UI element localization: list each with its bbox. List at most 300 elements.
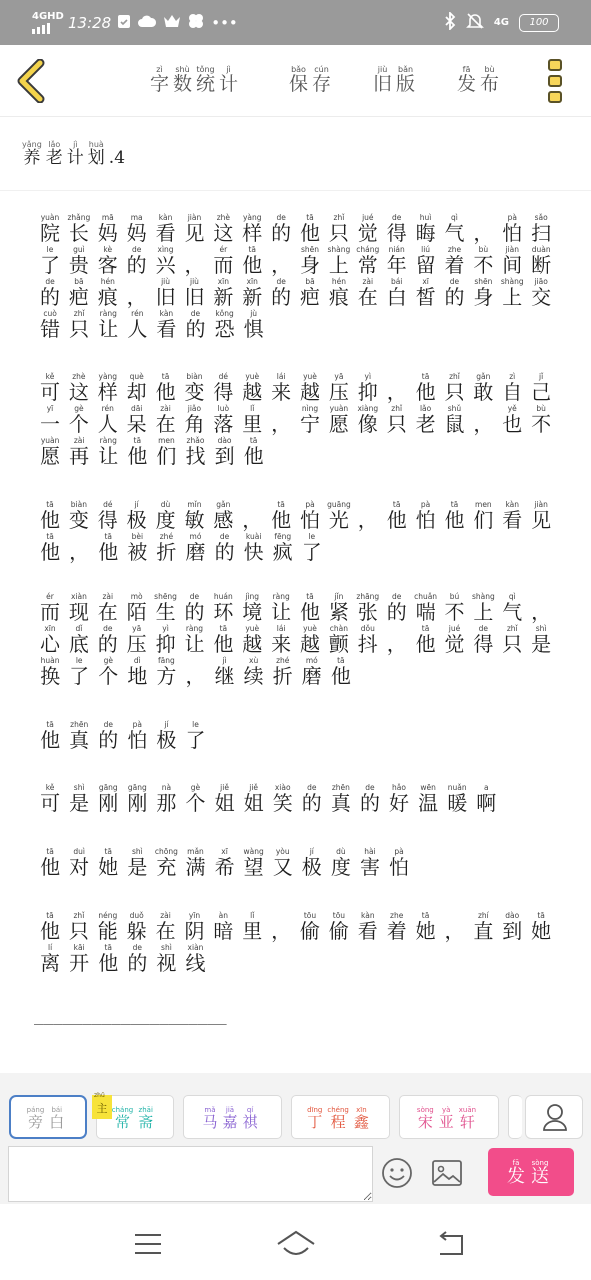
ruby-char — [96, 847, 120, 879]
hanzi: 痕 — [328, 285, 349, 309]
pinyin: yuè — [245, 372, 260, 381]
image-button[interactable] — [430, 1157, 464, 1189]
ruby-char — [529, 213, 553, 245]
pinyin: shàng — [500, 277, 524, 286]
hanzi: 真 — [69, 728, 90, 752]
hanzi: 得 — [473, 632, 494, 656]
hanzi: ， — [386, 632, 407, 656]
pinyin: de — [103, 720, 113, 729]
hanzi: 环 — [213, 600, 234, 624]
pinyin: kàn — [505, 500, 520, 509]
hanzi: 抑 — [357, 380, 378, 404]
pinyin: yīn — [188, 911, 201, 920]
hanzi: 望 — [243, 855, 264, 879]
ruby-char — [96, 532, 120, 564]
hanzi: 祺 — [242, 1112, 258, 1131]
ruby-char — [396, 65, 415, 94]
hanzi: 又 — [272, 855, 293, 879]
bluetooth-icon — [444, 12, 456, 34]
ruby-char — [500, 500, 524, 532]
pinyin: yuè — [245, 624, 260, 633]
pinyin: yì — [364, 372, 372, 381]
hanzi: 身 — [300, 253, 321, 277]
ruby-char — [271, 656, 295, 688]
pinyin: shǔ — [447, 404, 462, 413]
pinyin: jǐn — [334, 592, 344, 601]
pinyin: xiàn — [70, 592, 87, 601]
ruby-char — [271, 847, 295, 879]
hanzi: 极 — [301, 855, 322, 879]
ruby-char — [300, 847, 324, 879]
pinyin: bù — [484, 65, 495, 74]
ruby-char — [182, 500, 206, 532]
pinyin: rén — [101, 404, 114, 413]
ruby-char — [327, 911, 351, 943]
pinyin: zhí — [477, 911, 489, 920]
ruby-char — [96, 943, 120, 975]
ruby-char — [500, 277, 524, 309]
nav-menu-button[interactable] — [132, 1230, 164, 1258]
hanzi: 院 — [40, 221, 60, 245]
chip-overflow[interactable] — [508, 1095, 522, 1139]
hanzi: 的 — [184, 600, 205, 624]
ruby-char — [211, 277, 235, 309]
pinyin: sǎo — [534, 213, 548, 222]
pinyin: nuǎn — [447, 783, 467, 792]
pinyin: dào — [217, 436, 232, 445]
pinyin: yuàn — [40, 436, 60, 445]
ruby-char — [125, 404, 149, 436]
ruby-char — [125, 656, 149, 688]
hanzi: 数 — [173, 73, 193, 95]
pinyin: bú — [449, 592, 460, 601]
pinyin: hài — [364, 847, 376, 856]
ruby-char — [356, 592, 380, 624]
hanzi: 离 — [40, 951, 61, 975]
ruby-char — [269, 245, 293, 277]
pinyin: bù — [536, 404, 546, 413]
pinyin: zài — [73, 436, 85, 445]
save-button[interactable] — [289, 65, 335, 94]
ruby-char — [96, 720, 120, 752]
emoji-button[interactable] — [381, 1157, 413, 1189]
ruby-char — [269, 624, 293, 656]
pinyin: kě — [45, 783, 55, 792]
hanzi: 只 — [502, 632, 523, 656]
hanzi: 着 — [444, 253, 465, 277]
hanzi: 存 — [312, 73, 332, 95]
hanzi: 新 — [242, 285, 263, 309]
hanzi: 身 — [473, 285, 494, 309]
ruby-char — [67, 213, 91, 245]
pinyin: dǒu — [360, 624, 375, 633]
hanzi: 越 — [242, 632, 263, 656]
hanzi: 常 — [114, 1112, 130, 1131]
hanzi: 妈 — [126, 221, 147, 245]
hanzi: 续 — [243, 664, 264, 688]
hanzi: 上 — [502, 285, 523, 309]
crown-icon — [163, 14, 181, 32]
hanzi: 上 — [328, 253, 349, 277]
pinyin: bā — [74, 277, 84, 286]
text-line — [38, 720, 558, 752]
pinyin: zhè — [72, 372, 86, 381]
character-manage-button[interactable] — [525, 1095, 583, 1139]
pinyin: ràng — [99, 436, 117, 445]
hanzi: 而 — [213, 253, 234, 277]
pinyin: yuè — [303, 624, 317, 633]
ruby-char — [96, 213, 120, 245]
ruby-char — [67, 911, 91, 943]
clock: 13:28 — [68, 13, 112, 32]
hanzi: 这 — [213, 221, 234, 245]
ruby-char — [240, 404, 264, 436]
hanzi: 只 — [444, 380, 465, 404]
hanzi: 了 — [185, 728, 206, 752]
ruby-char — [183, 309, 207, 341]
ruby-char — [46, 140, 63, 167]
hanzi: 那 — [156, 791, 177, 815]
signal-icon — [32, 10, 64, 34]
ruby-char — [327, 372, 351, 404]
chip-character[interactable] — [399, 1095, 499, 1139]
ruby-char — [471, 404, 495, 436]
hanzi: 他 — [40, 540, 61, 564]
message-input[interactable] — [8, 1146, 373, 1202]
hanzi: 扫 — [531, 221, 552, 245]
hanzi: 气 — [444, 221, 465, 245]
ruby-char — [414, 500, 438, 532]
hanzi: 上 — [473, 600, 494, 624]
hanzi: 版 — [396, 73, 416, 95]
hanzi: 老 — [415, 412, 436, 436]
ruby-char — [358, 783, 382, 815]
ruby-char — [327, 213, 351, 245]
hanzi: 角 — [184, 412, 205, 436]
ruby-char — [459, 1105, 476, 1130]
pinyin: jiàn — [505, 245, 520, 254]
clipboard-check-icon — [117, 13, 131, 33]
ruby-char — [480, 65, 499, 94]
hanzi: 极 — [126, 508, 147, 532]
pinyin: mǎ — [204, 1105, 216, 1114]
hanzi: 底 — [68, 632, 89, 656]
pinyin: xīn — [217, 277, 229, 286]
hanzi: 让 — [98, 444, 119, 468]
hanzi: 暗 — [213, 919, 234, 943]
hanzi: 开 — [69, 951, 90, 975]
hanzi: 愿 — [328, 412, 349, 436]
ruby-char — [385, 624, 409, 656]
main-character-tag — [92, 1092, 112, 1119]
ruby-char — [196, 65, 215, 94]
paragraph[interactable] — [38, 213, 558, 341]
ruby-char — [329, 656, 353, 688]
hanzi: 不 — [444, 600, 465, 624]
hanzi: 方 — [156, 664, 177, 688]
hanzi: ， — [185, 664, 206, 688]
pinyin: rén — [131, 309, 144, 318]
document-title[interactable] — [22, 140, 129, 167]
ruby-char — [211, 404, 235, 436]
text-line — [38, 624, 558, 656]
pinyin: lǐ — [250, 404, 255, 413]
pinyin: xī — [221, 847, 228, 856]
hanzi: 让 — [184, 632, 205, 656]
hanzi: 看 — [502, 508, 523, 532]
ruby-char — [373, 65, 392, 94]
pinyin: lǎo — [48, 140, 61, 149]
pinyin: mò — [130, 592, 143, 601]
hanzi: 贵 — [68, 253, 89, 277]
hanzi: 丁 — [307, 1112, 323, 1131]
pinyin: de — [276, 213, 286, 222]
old-version-button[interactable] — [373, 65, 419, 94]
ruby-char — [417, 1105, 434, 1130]
send-button[interactable] — [488, 1148, 574, 1196]
hanzi: ， — [271, 253, 292, 277]
text-line — [38, 245, 558, 277]
ruby-char — [298, 911, 322, 943]
hanzi: 他 — [242, 253, 263, 277]
hanzi: 在 — [357, 285, 378, 309]
ruby-char — [96, 277, 120, 309]
hanzi: 视 — [156, 951, 177, 975]
hanzi: 的 — [126, 253, 147, 277]
pinyin: zì — [156, 65, 163, 74]
ruby-char — [38, 277, 62, 309]
pinyin: biàn — [186, 372, 203, 381]
ruby-char — [269, 592, 293, 624]
chip-narrator[interactable] — [9, 1095, 87, 1139]
hanzi: 张 — [357, 600, 378, 624]
pinyin: cún — [314, 65, 329, 74]
ruby-char — [67, 436, 91, 468]
ruby-char — [67, 656, 91, 688]
ruby-char — [154, 943, 178, 975]
hanzi: 怕 — [389, 855, 410, 879]
hanzi: 只 — [69, 317, 90, 341]
hanzi: 觉 — [444, 632, 465, 656]
pinyin: de — [131, 245, 142, 254]
network-type: 4GHD — [32, 10, 64, 22]
hanzi: 他 — [386, 508, 407, 532]
menu-button[interactable] — [548, 59, 572, 105]
ruby-char — [500, 245, 524, 277]
top-bar — [0, 45, 591, 117]
paragraph[interactable] — [38, 720, 558, 752]
text-line — [38, 592, 558, 624]
pinyin: pà — [305, 500, 315, 509]
pinyin: de — [392, 592, 402, 601]
chip-character[interactable] — [291, 1095, 390, 1139]
pinyin: de — [132, 943, 143, 952]
hanzi: 只 — [328, 221, 349, 245]
ruby-char — [471, 624, 495, 656]
ruby-char — [385, 500, 409, 532]
pinyin: zhǐ — [333, 213, 345, 222]
pinyin: zhé — [159, 532, 174, 541]
hanzi: 敏 — [184, 508, 205, 532]
pinyin: dīng — [307, 1105, 323, 1114]
text-line — [38, 372, 558, 404]
pinyin: néng — [98, 911, 118, 920]
text-line — [38, 404, 558, 436]
hanzi: 兴 — [155, 253, 176, 277]
hanzi: 敢 — [473, 380, 494, 404]
ruby-char — [269, 372, 293, 404]
ruby-char — [125, 277, 149, 309]
ruby-char — [240, 277, 264, 309]
ruby-char — [529, 372, 553, 404]
hanzi: 斋 — [138, 1112, 154, 1131]
ruby-char — [240, 911, 264, 943]
pinyin: tā — [537, 911, 545, 920]
hanzi: ， — [184, 253, 205, 277]
ruby-char — [125, 783, 149, 815]
ruby-char — [38, 213, 62, 245]
pinyin: kè — [103, 245, 113, 254]
pinyin: dé — [218, 372, 229, 381]
pinyin: dǐ — [75, 624, 83, 633]
pinyin: ér — [46, 592, 54, 601]
hanzi: 他 — [40, 855, 61, 879]
hanzi: 愿 — [40, 444, 61, 468]
hanzi: 来 — [271, 632, 292, 656]
ruby-char — [269, 500, 293, 532]
pinyin: jǐ — [539, 372, 544, 381]
hanzi: 旧 — [155, 285, 176, 309]
ruby-char — [307, 1105, 322, 1130]
pinyin: tā — [46, 500, 54, 509]
ruby-char — [125, 500, 149, 532]
hanzi: 也 — [502, 412, 523, 436]
nav-home-button[interactable] — [276, 1230, 316, 1258]
hanzi: 光 — [328, 508, 349, 532]
ruby-char — [38, 847, 62, 879]
ruby-char — [38, 592, 62, 624]
pinyin: lǎo — [419, 404, 432, 413]
ruby-char — [49, 1105, 64, 1130]
mobile-data-label: 4G — [493, 17, 509, 28]
pinyin: de — [365, 783, 375, 792]
pinyin: mó — [189, 532, 202, 541]
ruby-char — [416, 783, 440, 815]
hanzi: ， — [473, 221, 494, 245]
hanzi: 现 — [68, 600, 89, 624]
pinyin: de — [449, 277, 460, 286]
chip-character[interactable] — [183, 1095, 282, 1139]
paragraph[interactable] — [38, 911, 558, 975]
pinyin: liú — [421, 245, 431, 254]
hanzi: 们 — [156, 444, 177, 468]
paragraph[interactable] — [38, 500, 558, 564]
emoji-icon — [381, 1157, 413, 1189]
hanzi: 的 — [214, 540, 235, 564]
ruby-char — [298, 277, 322, 309]
image-icon — [430, 1157, 464, 1189]
hanzi: 计 — [219, 73, 239, 95]
pinyin: de — [190, 309, 201, 318]
ruby-char — [38, 624, 62, 656]
hanzi: 年 — [386, 253, 407, 277]
text-line — [38, 532, 558, 564]
pinyin: de — [45, 277, 55, 286]
hanzi: 压 — [126, 632, 147, 656]
pinyin: mǐn — [187, 500, 202, 509]
ruby-char — [154, 783, 178, 815]
pinyin: kàn — [159, 309, 174, 318]
ruby-char — [327, 500, 351, 532]
ruby-char — [211, 213, 235, 245]
back-button[interactable] — [14, 59, 50, 103]
pinyin: a — [483, 783, 489, 792]
pinyin: duǒ — [129, 911, 144, 920]
ruby-char — [182, 592, 206, 624]
status-right — [444, 0, 559, 45]
ruby-char — [125, 245, 149, 277]
paragraph[interactable] — [38, 592, 558, 688]
pinyin: jiě — [249, 783, 259, 792]
hanzi: 养 — [23, 148, 41, 168]
pinyin: gè — [190, 783, 201, 792]
ruby-char — [471, 911, 495, 943]
hanzi: 看 — [156, 317, 177, 341]
pinyin: ràng — [185, 624, 204, 633]
ruby-char — [327, 404, 351, 436]
pinyin: tā — [249, 436, 258, 445]
pinyin: cuò — [43, 309, 57, 318]
ruby-char — [125, 624, 149, 656]
word-count-button[interactable] — [150, 65, 242, 94]
nav-back-button[interactable] — [434, 1230, 466, 1258]
paragraph[interactable] — [38, 783, 558, 815]
hanzi: 的 — [97, 632, 118, 656]
ruby-char — [182, 372, 206, 404]
ruby-char — [182, 911, 206, 943]
pinyin: fāng — [158, 656, 175, 665]
hanzi: 晦 — [415, 221, 436, 245]
ruby-char — [240, 624, 264, 656]
pinyin: chàn — [329, 624, 349, 633]
pinyin: gāng — [98, 783, 118, 792]
ruby-char — [96, 436, 120, 468]
hanzi: 只 — [386, 412, 407, 436]
publish-button[interactable] — [457, 65, 503, 94]
chevron-left-icon — [14, 59, 50, 103]
ruby-char — [312, 65, 331, 94]
hanzi: 让 — [98, 317, 119, 341]
hanzi: 他 — [243, 444, 264, 468]
pinyin: lái — [276, 372, 286, 381]
hanzi: 极 — [156, 728, 177, 752]
pinyin: jiāo — [534, 277, 548, 286]
pinyin: dì — [133, 656, 141, 665]
ruby-char — [356, 277, 380, 309]
pinyin: tā — [104, 847, 113, 856]
ruby-char — [125, 911, 149, 943]
hanzi: 保 — [289, 73, 309, 95]
ruby-char — [211, 372, 235, 404]
paragraph[interactable] — [38, 372, 558, 468]
ruby-char — [500, 911, 524, 943]
pinyin: cháng — [356, 245, 380, 254]
ruby-char — [242, 436, 266, 468]
paragraph[interactable] — [38, 847, 558, 879]
pinyin: pà — [132, 720, 142, 729]
pinyin: bù — [478, 245, 489, 254]
mute-bell-icon — [466, 12, 484, 34]
